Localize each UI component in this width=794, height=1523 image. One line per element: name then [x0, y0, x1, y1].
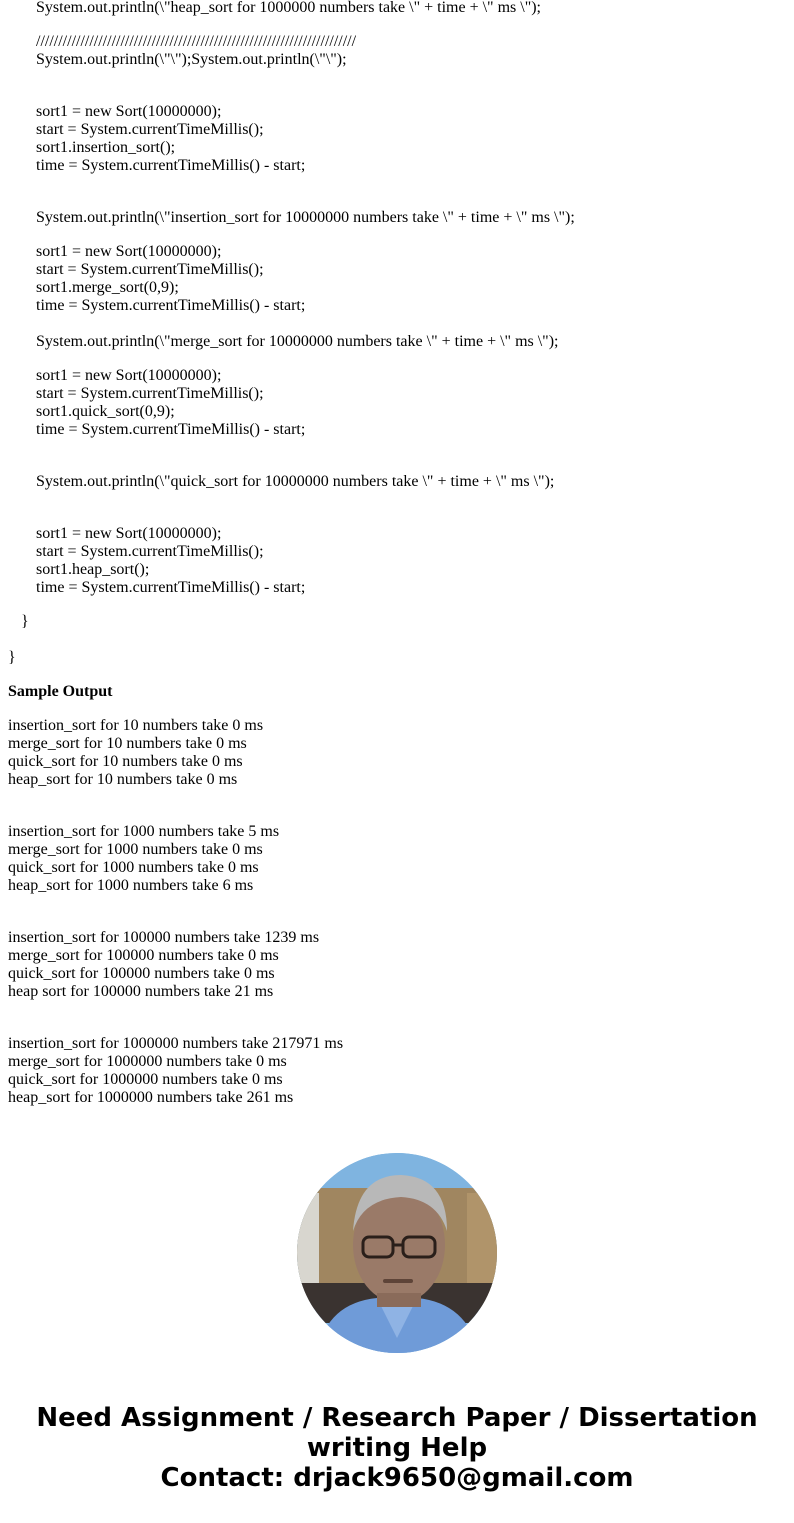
code-line: start = System.currentTimeMillis();	[36, 121, 264, 138]
output-line: merge_sort for 1000 numbers take 0 ms	[8, 841, 263, 858]
output-line: merge_sort for 10 numbers take 0 ms	[8, 735, 247, 752]
closing-brace: }	[8, 649, 16, 666]
output-line: insertion_sort for 1000 numbers take 5 ms	[8, 823, 280, 840]
code-line: sort1.heap_sort();	[36, 561, 150, 578]
output-line: heap_sort for 1000000 numbers take 261 ms	[8, 1089, 294, 1106]
code-line: time = System.currentTimeMillis() - start;	[36, 297, 306, 314]
output-line: insertion_sort for 10 numbers take 0 ms	[8, 717, 264, 734]
sample-output-heading: Sample Output	[8, 683, 113, 700]
code-line: System.out.println(\"heap_sort for 1000000 numbers take \" + time + \" ms \");	[36, 0, 541, 16]
output-line: heap_sort for 10 numbers take 0 ms	[8, 771, 238, 788]
code-line: sort1 = new Sort(10000000);	[36, 103, 222, 120]
code-line: sort1 = new Sort(10000000);	[36, 525, 222, 542]
code-line: System.out.println(\"merge_sort for 10000000 numbers take \" + time + \" ms \");	[36, 333, 559, 350]
author-avatar	[297, 1153, 497, 1353]
output-line: quick_sort for 1000 numbers take 0 ms	[8, 859, 259, 876]
code-line: time = System.currentTimeMillis() - start;	[36, 579, 306, 596]
banner-line-need-help: Need Assignment / Research Paper / Dissertation	[36, 1403, 758, 1433]
contact-banner	[0, 1403, 794, 1493]
banner-line-writing-help: writing Help	[306, 1433, 488, 1463]
output-line: merge_sort for 1000000 numbers take 0 ms	[8, 1053, 287, 1070]
code-line: System.out.println(\"insertion_sort for 10000000 numbers take \" + time + \" ms \");	[36, 209, 575, 226]
code-line: System.out.println(\"quick_sort for 10000000 numbers take \" + time + \" ms \");	[36, 473, 555, 490]
code-line: System.out.println(\"\");System.out.println(\"\");	[36, 51, 347, 68]
output-line: quick_sort for 1000000 numbers take 0 ms	[8, 1071, 283, 1088]
code-line: ////////////////////////////////////////////////////////////////////////	[36, 33, 357, 50]
output-line: insertion_sort for 100000 numbers take 1239 ms	[8, 929, 320, 946]
person-photo-icon	[297, 1153, 497, 1353]
code-line: sort1.quick_sort(0,9);	[36, 403, 175, 420]
output-line: merge_sort for 100000 numbers take 0 ms	[8, 947, 279, 964]
code-line: sort1 = new Sort(10000000);	[36, 367, 222, 384]
banner-line-contact-email: Contact: drjack9650@gmail.com	[160, 1463, 634, 1493]
code-line: time = System.currentTimeMillis() - start;	[36, 421, 306, 438]
output-line: quick_sort for 10 numbers take 0 ms	[8, 753, 243, 770]
code-line: start = System.currentTimeMillis();	[36, 385, 264, 402]
code-line: time = System.currentTimeMillis() - start;	[36, 157, 306, 174]
output-line: quick_sort for 100000 numbers take 0 ms	[8, 965, 275, 982]
output-line: heap_sort for 1000 numbers take 6 ms	[8, 877, 254, 894]
output-line: insertion_sort for 1000000 numbers take 217971 ms	[8, 1035, 344, 1052]
code-line: start = System.currentTimeMillis();	[36, 261, 264, 278]
output-line: heap sort for 100000 numbers take 21 ms	[8, 983, 274, 1000]
closing-brace: }	[21, 613, 29, 630]
code-line: sort1.merge_sort(0,9);	[36, 279, 179, 296]
code-line: sort1.insertion_sort();	[36, 139, 176, 156]
code-line: sort1 = new Sort(10000000);	[36, 243, 222, 260]
code-line: start = System.currentTimeMillis();	[36, 543, 264, 560]
